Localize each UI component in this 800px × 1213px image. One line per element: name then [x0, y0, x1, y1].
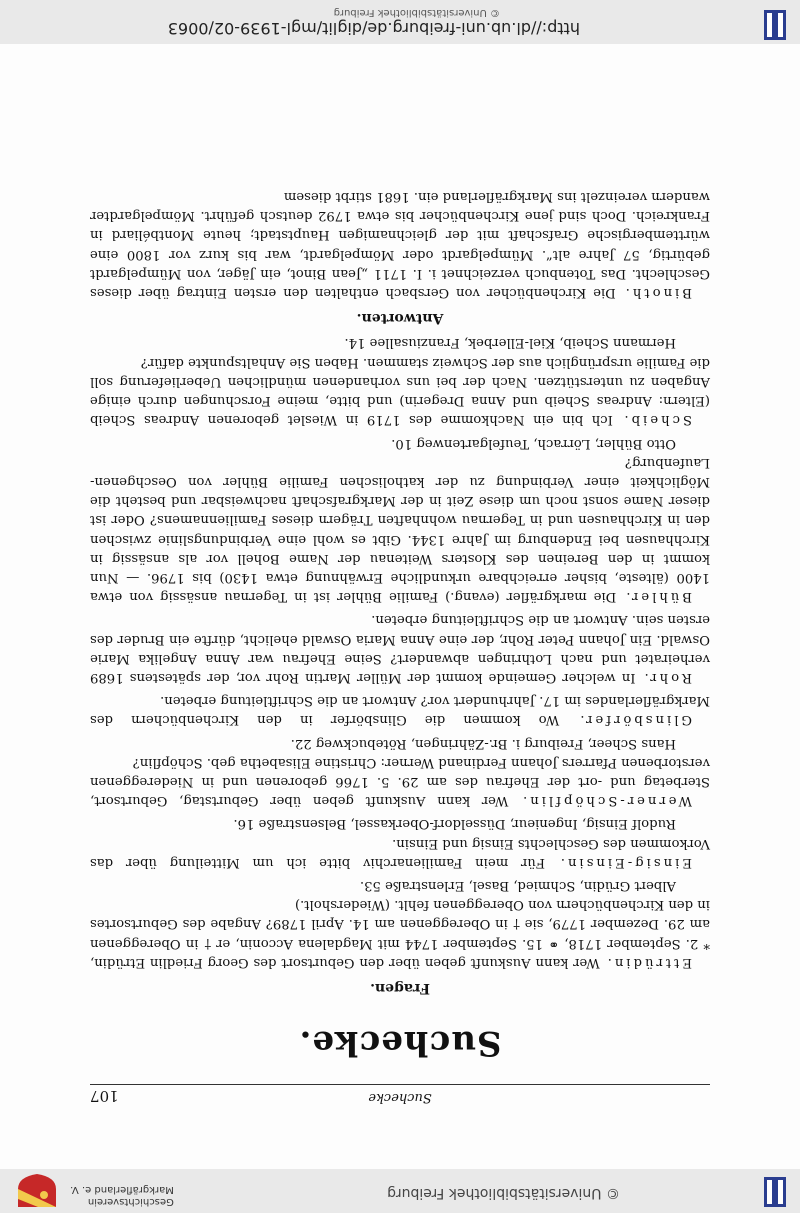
- entry-glinsboerfer: [90, 691, 710, 729]
- article-body: [90, 183, 710, 1003]
- entry-keyword: Binoth.: [622, 285, 692, 301]
- library-logo-icon: [764, 10, 786, 40]
- section-answers-heading: Antworten.: [356, 310, 444, 327]
- source-url-link[interactable]: http://dl.ub.uni-freiburg.de/diglit/mgl-1939-02/0063: [167, 19, 580, 38]
- entry-keyword: Bühler.: [623, 589, 692, 605]
- society-line-1: Geschichtsverein: [87, 1196, 174, 1207]
- entry-signature: Rudolf Einsig, Ingenieur, Düsseldorf-Oberkassel, Belsenstraße 16.: [233, 816, 676, 832]
- entry-keyword: Ettrüdin.: [604, 954, 692, 970]
- section-questions-heading: Fragen.: [370, 980, 430, 996]
- entry-text: Wer kann Auskunft geben über Geburtstag, Geburtsort, Sterbetag und -ort der Ehefrau des am 29. 5. 1766 geborenen und in Niedereggenen verstorbenen Pfarrers Johann Ferdinand Werner: Christine Elisabetha geb. Schöpflin?: [90, 754, 710, 809]
- entry-signature: Albert Grüdin, Schmied, Basel, Erlenstraße 53.: [359, 877, 676, 893]
- entry-text: In welcher Gemeinde kommt der Müller Martin Rohr vor, der spätestens 1689 verheiratet und nach Lothringen abwandert? Seine Ehefrau war Anna Angelika Marie Oswald. Ein Johann Peter Rohr, der eine Anna Maria Oswald ehelicht, dürfte ein Bruder des ersten sein. Antwort an die Schriftleitung erbeten.: [90, 612, 710, 685]
- entry-signature: Otto Bühler, Lörrach, Teufelgartenweg 10.: [391, 435, 676, 451]
- overlay-top-bar: [0, 1169, 800, 1213]
- entry-text: Ich bin ein Nachkomme des 1719 in Wieslet geborenen Andreas Scheib (Eltern: Andreas Scheib und Anna Dregerin) und bitte, meine Forschungen durch einige Angaben zu unterstützen. Nach der bei uns vorhandenen mündlichen Ueberlieferung soll die Familie ursprünglich aus der Schweiz stammen. Haben Sie Anhaltspunkte dafür?: [90, 354, 710, 428]
- society-crest-icon: [8, 1173, 66, 1209]
- entry-einsig: [90, 814, 710, 872]
- entry-buehler: [90, 433, 710, 606]
- page-title: Suchecke.: [298, 1023, 502, 1063]
- entry-text: Wo kommen die Glinsbörfer in den Kirchenbüchern des Markgräflerlandes im 17. Jahrhundert vor? Antwort an die Schriftleitung erbeten.: [90, 693, 710, 728]
- society-line-2: Markgräflerland e. V.: [70, 1184, 174, 1195]
- copyright-top: © Universitätsbibliothek Freiburg: [387, 1185, 620, 1201]
- copyright-bottom: © Universitätsbibliothek Freiburg: [333, 7, 500, 18]
- entry-text: Die markgräfler (evang.) Familie Bühler ist in Tegernau ansässig von etwa 1400 (älteste, bisher erreichbare urkundliche Erwähnung etwa 1430) bis 1796. — Nun kommt in den Bereinen des Klosters Weitenau der Name Bohell vor als ansässig in Kirchhausen bei Endenburg im Jahre 1344. Gibt es wohl eine Verbindungslinie zwischen den in Kirchhausen und in Tegernau wohnhaften Trägern dieses Familiennamens? Oder ist dieser Name sonst noch um diese Zeit in der Markgrafschaft nachweisbar und besteht die Möglichkeit einer Verbindung zu der katholischen Familie Bühler von Oeschgenen-Laufenburg?: [90, 454, 710, 605]
- page-number: 107: [90, 1087, 119, 1105]
- entry-signature: Hermann Scheib, Kiel-Ellerbek, Franziusallee 14.: [344, 335, 676, 351]
- entry-binoth: [90, 187, 710, 302]
- running-title: Suchecke: [368, 1090, 432, 1105]
- entry-scheib: [90, 333, 710, 429]
- society-name: [70, 1183, 174, 1207]
- library-logo-icon: [764, 1177, 786, 1207]
- entry-text: Die Kirchenbücher von Gersbach enthalten den ersten Eintrag über dieses Geschlecht. Das Totenbuch verzeichnet i. I. 1711 „Jean Binot, ein Jäger, von Mümpelgardt gebürtig, 57 Jahre alt“. Mümpelgardt oder Mömpelgardt, war bis kurz vor 1800 eine württembergische Grafschaft mit der gleichnamigen Hauptstadt; heute Montbéliard in Frankreich. Doch sind jene Kirchenbücher bis etwa 1792 deutsch geführt. Mömpelgardter wandern vereinzelt ins Markgräflerland ein. 1681 stirbt diesem: [90, 189, 710, 301]
- entry-text: Für mein Familienarchiv bitte ich um Mitteilung über das Vorkommen des Geschlechts Einsig und Einsin.: [90, 835, 710, 870]
- entry-text: Wer kann Auskunft geben über den Geburtsort des Georg Friedlin Etrüdin, * 2. September 1718, ⚭ 15. September 1744 mit Magdalena Acconin, er † in Obereggenen am 29. Dezember 1779, sie † in Obereggenen am 14. April 1789? Angabe des Geburtsortes in den Kirchenbüchern von Obereggenen fehlt. (Wiedersholt.): [90, 897, 710, 970]
- entry-keyword: Scheib.: [621, 412, 692, 428]
- overlay-bottom-bar: [0, 0, 800, 44]
- entry-keyword: Glinsbörfer.: [577, 712, 692, 728]
- page-header: [90, 1084, 710, 1105]
- entry-signature: Hans Scheer, Freiburg i. Br.-Zähringen, Rötebuckweg 22.: [290, 735, 676, 751]
- entry-keyword: Einsig-Einsin.: [557, 854, 692, 870]
- entry-keyword: Rohr.: [641, 669, 692, 685]
- entry-keyword: Werner-Schöpflin.: [520, 793, 692, 809]
- entry-ettruedin: [90, 876, 710, 972]
- entry-rohr: [90, 610, 710, 687]
- entry-werner-schoepflin: [90, 733, 710, 810]
